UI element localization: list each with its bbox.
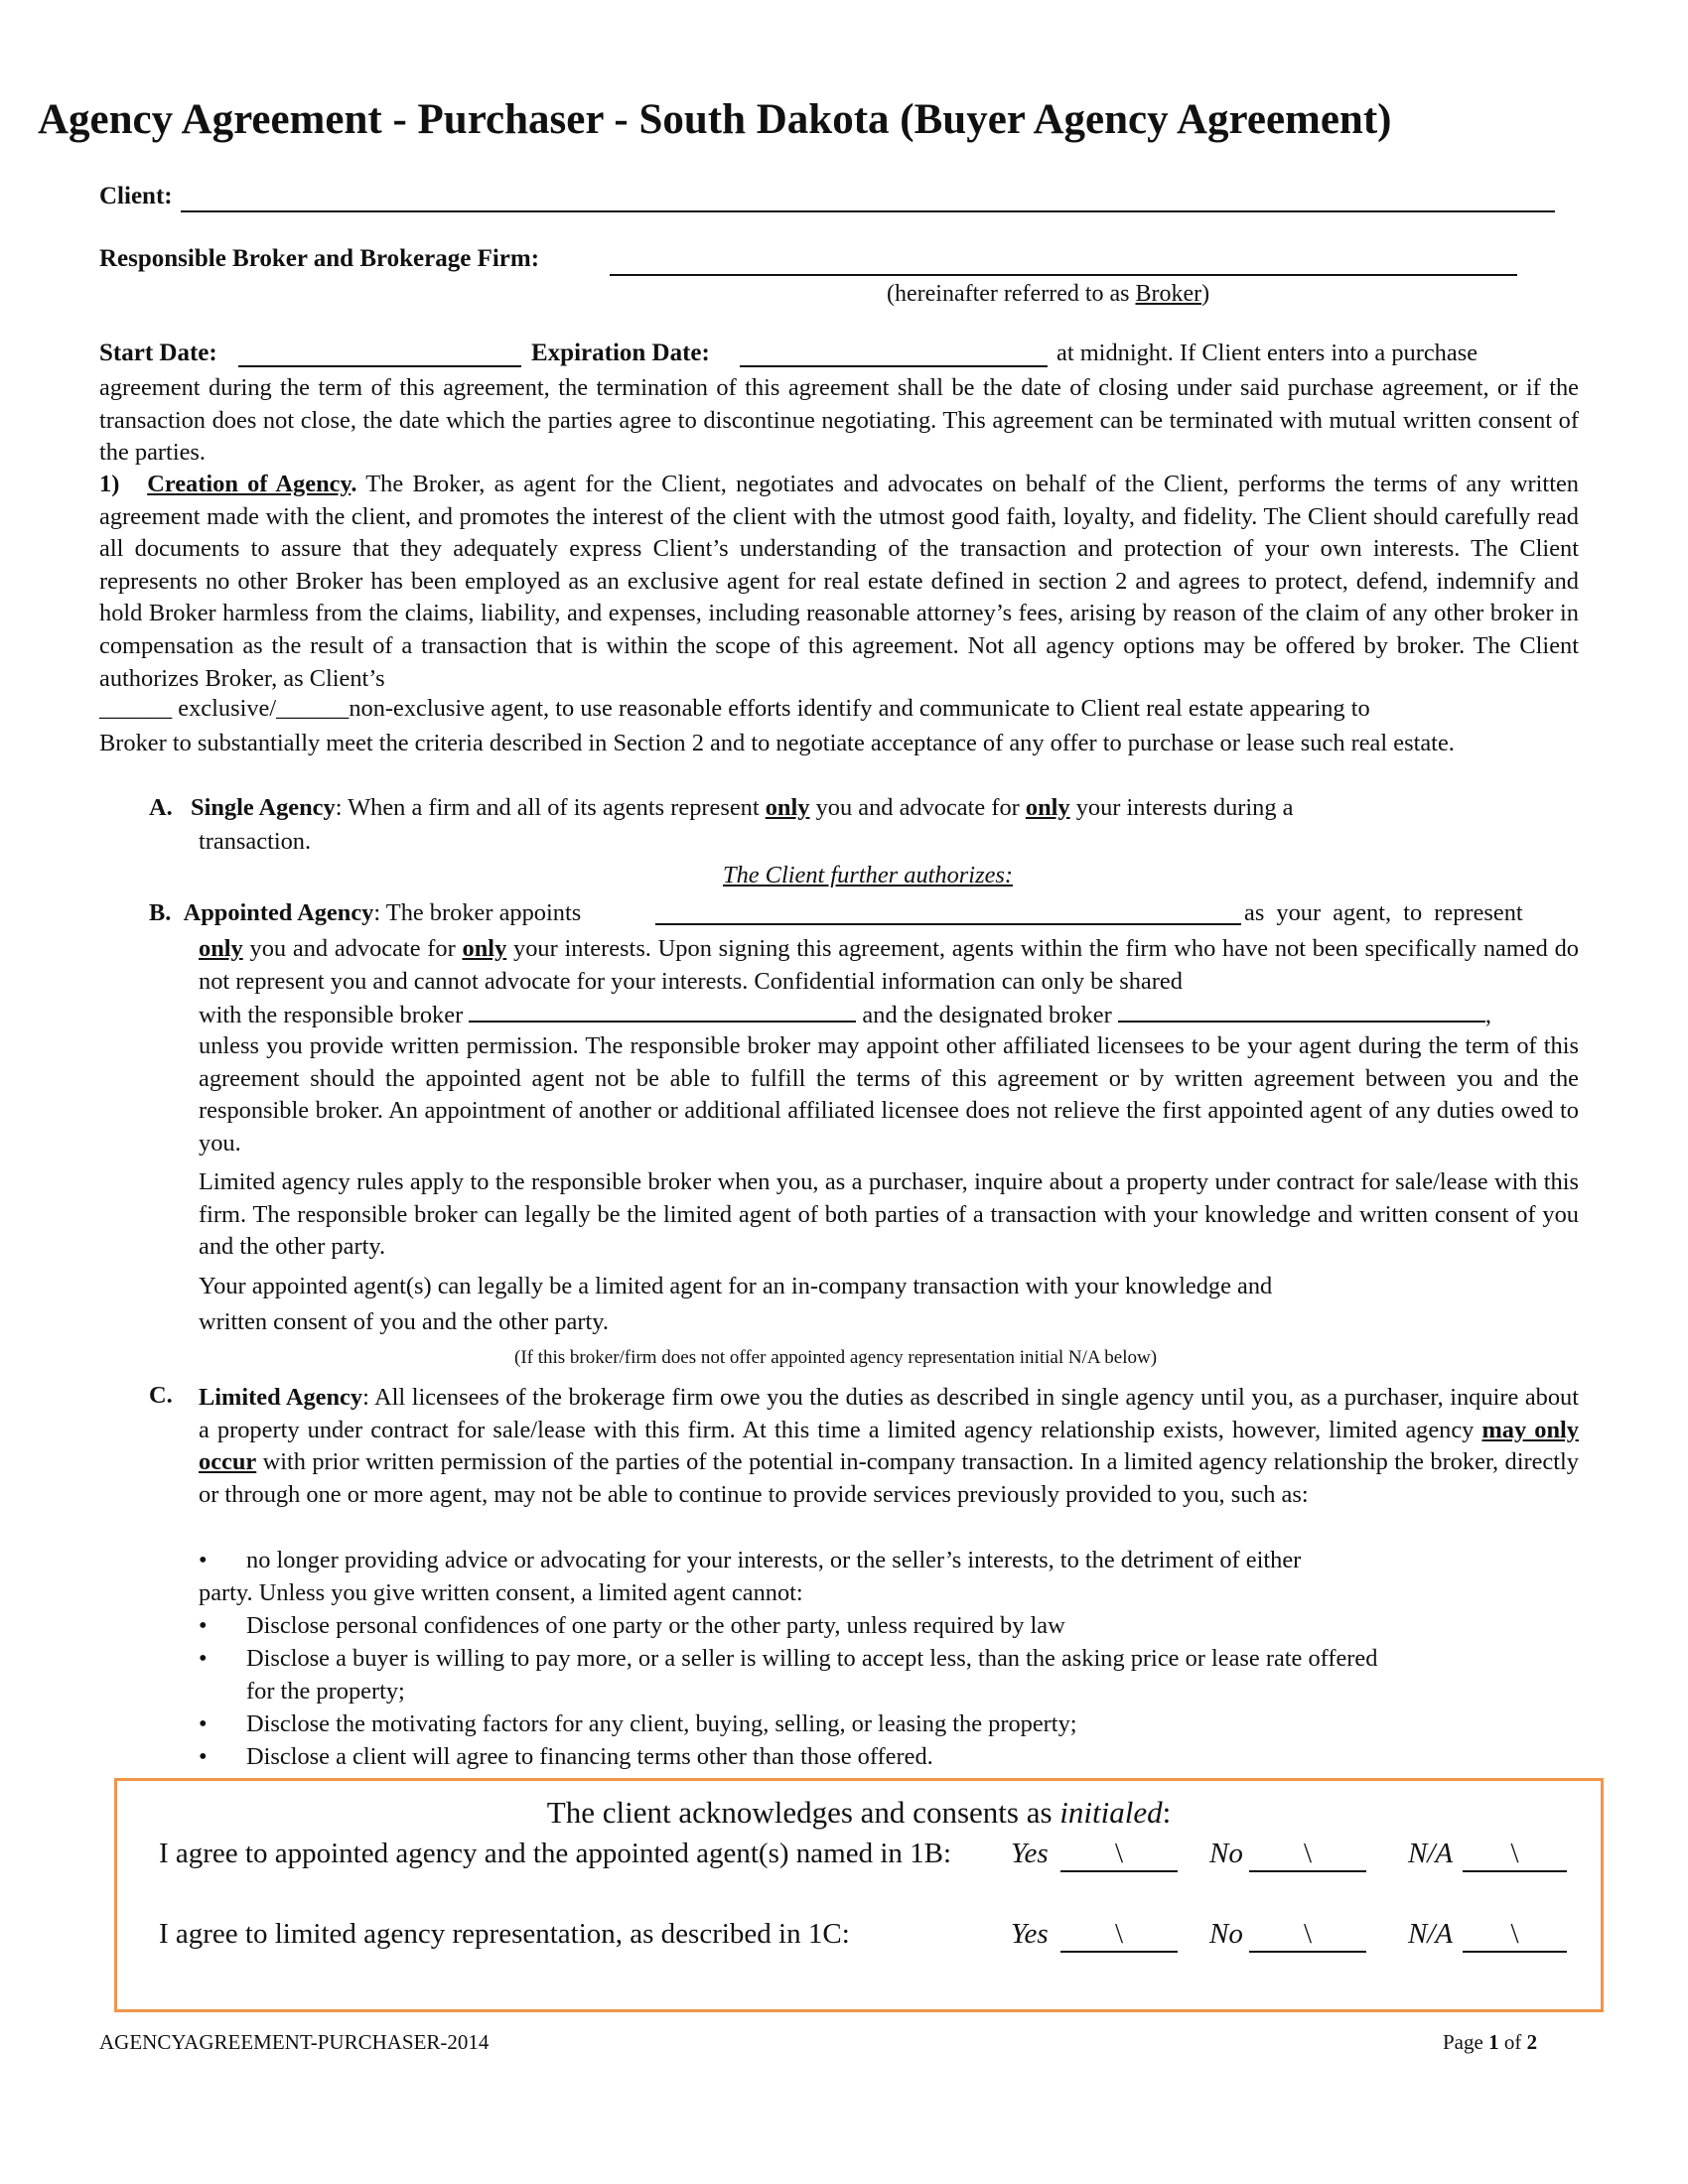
broker-label: Responsible Broker and Brokerage Firm: [99,245,540,272]
appointed-na-label: N/A [1408,1838,1454,1869]
appointed-limited-text-1: Your appointed agent(s) can legally be a limited agent for an in-company transaction with your knowledge and [199,1273,1273,1299]
footer-form-id: AGENCYAGREEMENT-PURCHASER-2014 [99,2030,490,2054]
start-date-label: Start Date: [99,340,217,366]
appointed-agency-line: B. Appointed Agency: The broker appoints [149,899,582,926]
single-agency-cont: transaction. [199,828,312,855]
appointed-yes-initial[interactable]: \ [1060,1838,1178,1872]
term-paragraph: agreement during the term of this agreement, the termination of this agreement shall be the date of closing under said purchase agreement, or if the transaction does not close, the date which the parties agree to discontinue negotiating. This agreement can be terminated with mutual written consent of the parties. [99,374,1579,467]
limited-agency-heading: Limited Agency [199,1384,363,1411]
section-1-tail: Broker to substantially meet the criteria described in Section 2 and to negotiate acceptance of any offer to purchase or lease such real estate. [99,730,1455,756]
bullet-text-3: Disclose the motivating factors for any client, buying, selling, or leasing the property; [246,1710,1077,1737]
limited-agency-text: Limited Agency: All licensees of the brokerage firm owe you the duties as described in single agency until you, as a purchaser, inquire about a property under contract for sale/lease with this firm. At this time a limited agency relationship exists, however, limited agency may only occur with prior written permission of the parties of the potential in-company transaction. In a limited agency relationship the broker, directly or through one or more agent, may not be able to continue to provide services previously provided to you, such as: [199,1384,1580,1508]
limited-agency-label: C. [149,1382,173,1409]
appointed-agency-text-2: unless you provide written permission. The responsible broker may appoint other affiliated licensees to be your agent during the term of this agreement should the appointed agent not be able to fulfill the terms of this agreement or by written agreement between you and the responsible broker. An appointment of another or additional affiliated licensee does not relieve the first appointed agent of any duties owed to you. [199,1032,1579,1157]
limited-cannot-intro: party. Unless you give written consent, a limited agent cannot: [199,1579,803,1606]
bullet-4: • [199,1743,208,1770]
start-date-field[interactable] [238,365,521,367]
single-agency-line: A. Single Agency: When a firm and all of its agents represent only you and advocate for only your interests during a [149,794,1294,821]
appointed-na-note: (If this broker/firm does not offer appointed agency representation initial N/A below) [514,1347,1158,1368]
limited-yes-initial[interactable]: \ [1060,1918,1178,1953]
consent-box [114,1778,1604,2012]
appointed-na-initial[interactable]: \ [1463,1838,1567,1872]
bullet-0: • [199,1547,208,1573]
appointed-agency-heading: Appointed Agency [183,899,374,926]
section-1-heading: Creation of Agency [147,471,352,497]
appointed-agent-field[interactable] [655,923,1241,925]
broker-share-line: with the responsible broker and the designated broker , [199,999,1491,1029]
further-authorizes: The Client further authorizes: [723,862,1014,888]
appointed-no-label: No [1209,1838,1243,1869]
limited-no-initial[interactable]: \ [1249,1918,1366,1953]
appointed-agency-text: only you and advocate for only your interests. Upon signing this agreement, agents within the firm who have not been specifically named do not represent you and cannot advocate for your interests. Confidential information can only be shared [199,935,1579,995]
designated-broker-field[interactable] [1118,999,1485,1023]
consent-heading: The client acknowledges and consents as initialed: [546,1795,1172,1830]
bullet-text-4: Disclose a client will agree to financing terms other than those offered. [246,1743,933,1770]
broker-field[interactable] [610,274,1517,276]
bullet-text-2: Disclose a buyer is willing to pay more, or a seller is willing to accept less, than the asking price or lease rate offered [246,1645,1378,1672]
section-1-paragraph: 1) Creation of Agency. The Broker, as agent for the Client, negotiates and advocates on behalf of the Client, performs the terms of any written agreement made with the client, and promotes the interest of the client with the utmost good faith, loyalty, and fidelity. The Client should carefully read all documents to assure that they adequately express Client’s understanding of the transaction and protection of your own interests. The Client represents no other Broker has been employed as an exclusive agent for real estate defined in section 2 and agrees to protect, defend, indemnify and hold Broker harmless from the claims, liability, and expenses, including reasonable attorney’s fees, arising by reason of the claim of any other broker in compensation as the result of a transaction that is within the scope of this agreement. Not all agency options may be offered by broker. The Client authorizes Broker, as Client’s [99,471,1579,692]
appointed-no-initial[interactable]: \ [1249,1838,1366,1872]
bullet-text-0: no longer providing advice or advocating for your interests, or the seller’s interests, to the detriment of either [246,1547,1302,1573]
bullet-1: • [199,1612,208,1639]
bullet-3: • [199,1710,208,1737]
consent-row-limited: I agree to limited agency representation, as described in 1C: [159,1918,850,1950]
client-label: Client: [99,183,173,209]
expiration-date-label: Expiration Date: [531,340,710,366]
expiration-date-field[interactable] [740,365,1048,367]
consent-row-appointed: I agree to appointed agency and the appointed agent(s) named in 1B: [159,1838,952,1869]
exclusive-choice-line[interactable]: ______ exclusive/______non-exclusive agent, to use reasonable efforts identify and communicate to Client real estate appearing to [99,695,1370,722]
appointed-yes-label: Yes [1011,1838,1049,1869]
appointed-as-text: as your agent, to represent [1244,899,1523,926]
responsible-broker-field[interactable] [469,999,856,1023]
client-field[interactable] [181,210,1555,212]
limited-na-label: N/A [1408,1918,1454,1950]
appointed-limited-text-2: written consent of you and the other party. [199,1308,609,1335]
single-agency-heading: Single Agency [191,794,336,821]
limited-yes-label: Yes [1011,1918,1049,1950]
document-title: Agency Agreement - Purchaser - South Dakota (Buyer Agency Agreement) [38,96,1392,143]
footer-page-number: Page 1 of 2 [1443,2030,1538,2054]
bullet-2: • [199,1645,208,1672]
term-text-start: at midnight. If Client enters into a purchase [1056,340,1478,366]
limited-no-label: No [1209,1918,1243,1950]
limited-na-initial[interactable]: \ [1463,1918,1567,1953]
bullet-text-1: Disclose personal confidences of one party or the other party, unless required by law [246,1612,1065,1639]
limited-agency-rules: Limited agency rules apply to the responsible broker when you, as a purchaser, inquire about a property under contract for sale/lease with this firm. The responsible broker can legally be the limited agent of both parties of a transaction with your knowledge and written consent of you and the other party. [199,1168,1579,1261]
bullet-text-2-cont: for the property; [246,1678,405,1705]
broker-note: (hereinafter referred to as Broker) [887,281,1210,307]
